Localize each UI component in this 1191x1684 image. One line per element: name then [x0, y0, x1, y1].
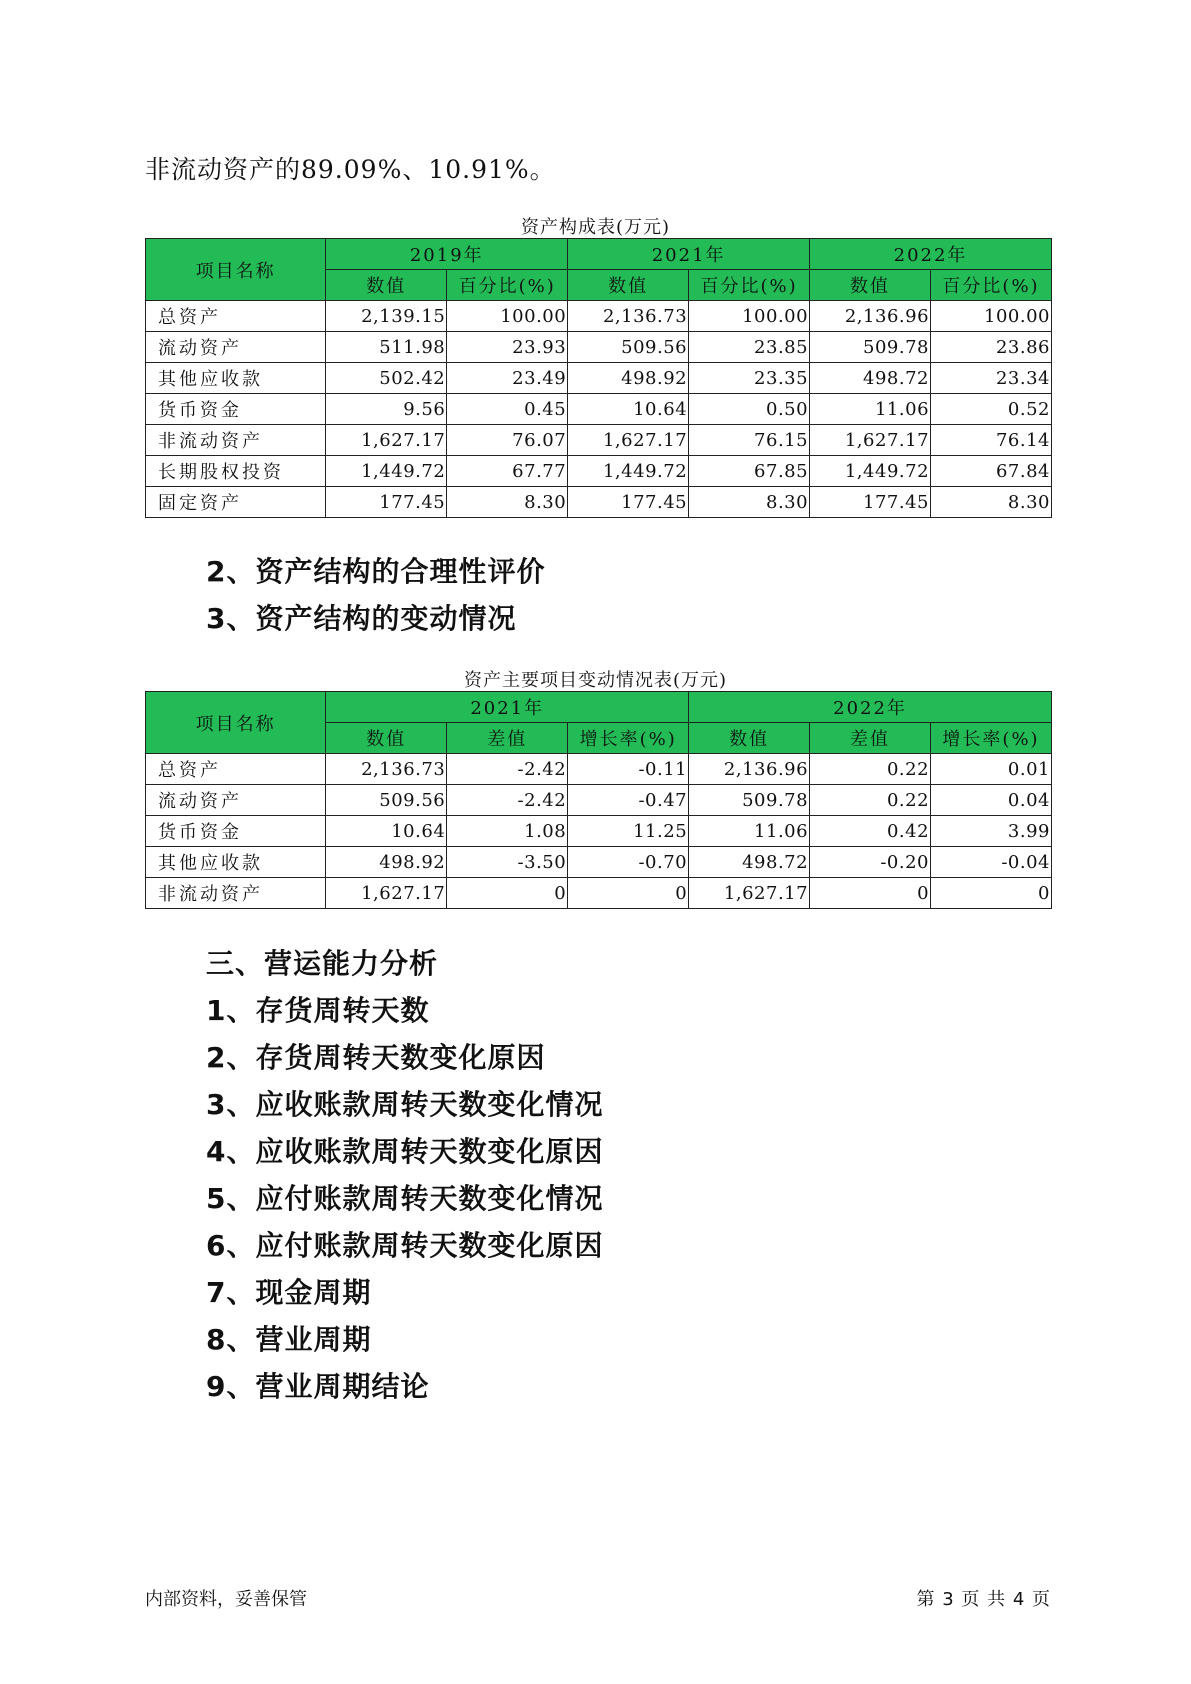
section-heading: 9、营业周期结论 — [206, 1370, 430, 1403]
section-heading: 7、现金周期 — [206, 1276, 372, 1309]
section-heading: 4、应收账款周转天数变化原因 — [206, 1135, 604, 1168]
table-cell: 177.45 — [810, 487, 931, 518]
table1-year-header: 2019年 — [326, 239, 568, 270]
table-cell: -0.04 — [931, 847, 1052, 878]
table-cell: 1,449.72 — [810, 456, 931, 487]
table-cell: 76.07 — [447, 425, 568, 456]
table-cell: 511.98 — [326, 332, 447, 363]
table2-subheader: 增长率(%) — [931, 723, 1052, 754]
table-cell: 100.00 — [931, 301, 1052, 332]
table1-subheader: 数值 — [568, 270, 689, 301]
table-row — [146, 456, 1052, 487]
table1-item-header: 项目名称 — [146, 239, 326, 301]
row-label: 非流动资产 — [146, 878, 326, 909]
table-cell: 509.78 — [689, 785, 810, 816]
table2-caption: 资产主要项目变动情况表(万元) — [463, 670, 728, 691]
table-row — [146, 847, 1052, 878]
row-label: 非流动资产 — [146, 425, 326, 456]
row-label: 固定资产 — [146, 487, 326, 518]
table-cell: 76.14 — [931, 425, 1052, 456]
table1-subheader: 数值 — [326, 270, 447, 301]
table-cell: 2,139.15 — [326, 301, 447, 332]
table-cell: 1,627.17 — [326, 878, 447, 909]
table-cell: 1,449.72 — [326, 456, 447, 487]
table-cell: -0.70 — [568, 847, 689, 878]
footer-page-number: 第 3 页 共 4 页 — [916, 1589, 1051, 1610]
table-row — [146, 816, 1052, 847]
table-row — [146, 754, 1052, 785]
table-cell: 1,627.17 — [326, 425, 447, 456]
table-cell: -0.47 — [568, 785, 689, 816]
table1-year-header: 2022年 — [810, 239, 1052, 270]
table-cell: 67.84 — [931, 456, 1052, 487]
table1-year-header: 2021年 — [568, 239, 810, 270]
table-row — [146, 363, 1052, 394]
table-cell: 23.49 — [447, 363, 568, 394]
table2-subheader: 差值 — [810, 723, 931, 754]
table-cell: 23.86 — [931, 332, 1052, 363]
table-cell: 3.99 — [931, 816, 1052, 847]
table-cell: 498.92 — [568, 363, 689, 394]
section-heading: 2、资产结构的合理性评价 — [206, 555, 546, 588]
section-heading: 3、资产结构的变动情况 — [206, 602, 517, 635]
table-cell: 177.45 — [326, 487, 447, 518]
table1-subheader: 百分比(%) — [931, 270, 1052, 301]
section-heading: 6、应付账款周转天数变化原因 — [206, 1229, 604, 1262]
table-cell: 9.56 — [326, 394, 447, 425]
table-cell: 8.30 — [447, 487, 568, 518]
table-cell: 509.56 — [326, 785, 447, 816]
table2-subheader: 增长率(%) — [568, 723, 689, 754]
table-cell: 0 — [810, 878, 931, 909]
table-cell: 23.93 — [447, 332, 568, 363]
table-cell: 10.64 — [326, 816, 447, 847]
table-cell: 100.00 — [447, 301, 568, 332]
table-row — [146, 878, 1052, 909]
table-cell: 1,627.17 — [810, 425, 931, 456]
section-heading: 5、应付账款周转天数变化情况 — [206, 1182, 604, 1215]
table1-subheader: 百分比(%) — [447, 270, 568, 301]
row-label: 货币资金 — [146, 816, 326, 847]
table-cell: 76.15 — [689, 425, 810, 456]
row-label: 货币资金 — [146, 394, 326, 425]
table-cell: 0 — [447, 878, 568, 909]
table-cell: 11.25 — [568, 816, 689, 847]
table-cell: 509.56 — [568, 332, 689, 363]
table-cell: 11.06 — [689, 816, 810, 847]
table-cell: 0.22 — [810, 754, 931, 785]
table-cell: 8.30 — [931, 487, 1052, 518]
row-label: 其他应收款 — [146, 847, 326, 878]
table-cell: 100.00 — [689, 301, 810, 332]
table-row — [146, 487, 1052, 518]
row-label: 流动资产 — [146, 785, 326, 816]
table-row — [146, 785, 1052, 816]
footer-confidential-note: 内部资料，妥善保管 — [145, 1589, 307, 1610]
table-cell: 0.22 — [810, 785, 931, 816]
table-row — [146, 301, 1052, 332]
table-row — [146, 332, 1052, 363]
row-label: 总资产 — [146, 301, 326, 332]
table-cell: 509.78 — [810, 332, 931, 363]
table-cell: 11.06 — [810, 394, 931, 425]
table2-year-header: 2022年 — [689, 692, 1052, 723]
table-cell: 1,627.17 — [568, 425, 689, 456]
table-cell: 67.85 — [689, 456, 810, 487]
table-cell: 67.77 — [447, 456, 568, 487]
table-cell: 23.85 — [689, 332, 810, 363]
table-cell: 177.45 — [568, 487, 689, 518]
table-cell: 498.72 — [810, 363, 931, 394]
table-cell: -3.50 — [447, 847, 568, 878]
table-cell: 1,627.17 — [689, 878, 810, 909]
table-cell: 0.52 — [931, 394, 1052, 425]
table-cell: 0.42 — [810, 816, 931, 847]
table-cell: 2,136.73 — [326, 754, 447, 785]
section-heading: 8、营业周期 — [206, 1323, 372, 1356]
table-cell: 0.01 — [931, 754, 1052, 785]
table-cell: 1.08 — [447, 816, 568, 847]
intro-paragraph: 非流动资产的89.09%、10.91%。 — [145, 155, 556, 184]
table-cell: 498.72 — [689, 847, 810, 878]
row-label: 其他应收款 — [146, 363, 326, 394]
table2-subheader: 差值 — [447, 723, 568, 754]
table2-subheader: 数值 — [689, 723, 810, 754]
table-cell: 23.34 — [931, 363, 1052, 394]
row-label: 总资产 — [146, 754, 326, 785]
row-label: 长期股权投资 — [146, 456, 326, 487]
table1-caption: 资产构成表(万元) — [520, 217, 671, 238]
section-heading: 1、存货周转天数 — [206, 994, 430, 1027]
asset-composition-table — [145, 238, 1052, 518]
asset-change-table — [145, 691, 1052, 909]
table1-subheader: 数值 — [810, 270, 931, 301]
table2-year-header: 2021年 — [326, 692, 689, 723]
table-cell: 498.92 — [326, 847, 447, 878]
section-heading: 3、应收账款周转天数变化情况 — [206, 1088, 604, 1121]
table-cell: 0 — [931, 878, 1052, 909]
table-cell: 2,136.96 — [689, 754, 810, 785]
table1-subheader: 百分比(%) — [689, 270, 810, 301]
table-cell: 2,136.73 — [568, 301, 689, 332]
table-cell: -0.20 — [810, 847, 931, 878]
row-label: 流动资产 — [146, 332, 326, 363]
table-row — [146, 425, 1052, 456]
table-cell: 502.42 — [326, 363, 447, 394]
table-cell: 1,449.72 — [568, 456, 689, 487]
table-cell: 2,136.96 — [810, 301, 931, 332]
table-cell: 0.04 — [931, 785, 1052, 816]
table-cell: 0 — [568, 878, 689, 909]
table2-item-header: 项目名称 — [146, 692, 326, 754]
table-cell: 0.45 — [447, 394, 568, 425]
table-cell: 23.35 — [689, 363, 810, 394]
table-row — [146, 394, 1052, 425]
table-cell: -2.42 — [447, 785, 568, 816]
table-cell: -2.42 — [447, 754, 568, 785]
table2-subheader: 数值 — [326, 723, 447, 754]
table-cell: 0.50 — [689, 394, 810, 425]
table-cell: 10.64 — [568, 394, 689, 425]
table-cell: 8.30 — [689, 487, 810, 518]
section-heading: 三、营运能力分析 — [206, 947, 439, 980]
section-heading: 2、存货周转天数变化原因 — [206, 1041, 546, 1074]
table-cell: -0.11 — [568, 754, 689, 785]
